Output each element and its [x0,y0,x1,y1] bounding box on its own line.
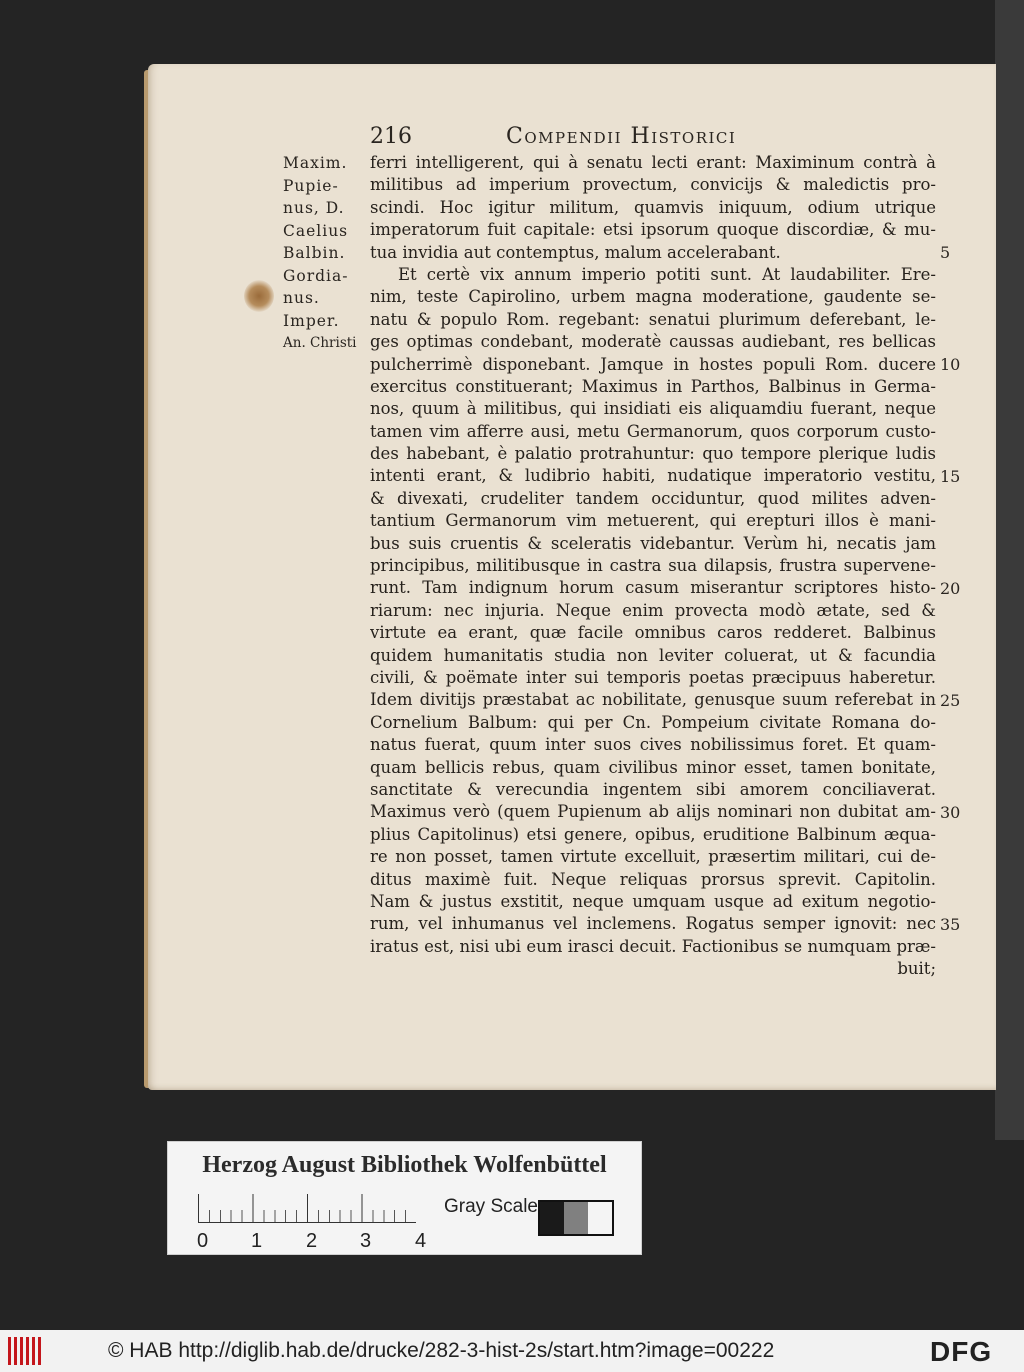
text-line: sanctitate & verecundia ingentem sibi amorem conciliaverat. [370,779,936,799]
ruler-numbers [192,1230,452,1252]
text-line: rum, vel inhumanus vel inclemens. Rogatus semper ignovit: nec [370,914,936,934]
marginal-note: nus. [283,289,320,307]
body-text [370,152,936,980]
line-number: 20 [940,578,961,598]
text-line: imperatorum fuit capitale: etsi ipsorum quoque discordiæ, & mu- [370,220,936,240]
text-line: intenti erant, & ludibrio habiti, nudatique imperatorio vestitu, [370,466,936,486]
text-line: nos, quum à militibus, qui insidiati eis aliquamdiu fuerant, neque [370,399,936,419]
text-line: plius Capitolinus) etsi genere, opibus, eruditione Balbinum æqua- [370,824,936,844]
marginal-note: Imper. [283,311,340,330]
library-name: Herzog August Bibliothek Wolfenbüttel [202,1152,607,1178]
text-line: des habebant, è palatio protrahuntur: quo tempore plerique ludis [370,444,936,464]
ruler-number: 4 [415,1230,427,1252]
line-number: 10 [940,354,961,374]
facing-page-edge [995,0,1024,1140]
foxing-stain [244,280,274,312]
gray-swatch-mid [564,1202,588,1234]
text-line: Maximus verò (quem Pupienum ab alijs nominari non dubitat am- [370,802,936,822]
text-line: principibus, militibusque in castra sua dilapsis, frustra supervene- [370,556,936,576]
running-title: Compendii Historici [506,124,737,149]
text-line: tantium Germanorum vim metuerent, qui erepturi illos è mani- [370,511,936,531]
marginal-note: Caelius [283,221,349,240]
ruler-number: 1 [251,1230,263,1252]
ruler-number: 2 [306,1230,318,1252]
marginal-note: nus, D. [283,199,345,217]
marginal-note: Gordia- [283,266,349,285]
text-line: scindi. Hoc igitur militum, quamvis iniquum, odium utrique [370,197,936,217]
text-line: ditus maximè fuit. Neque reliquas prorsus sprevit. Capitolin. [370,869,936,889]
marginal-notes [283,152,375,355]
text-line: quam bellicis rebus, quam civilibus minor esset, tamen bonitate, [370,757,936,777]
footer-link[interactable]: © HAB http://diglib.hab.de/drucke/282-3-hist-2s/start.htm?image=00222 [108,1339,775,1362]
hab-logo-icon [8,1337,44,1365]
text-line: virtute ea erant, quæ facile omnibus caros redderet. Balbinus [370,623,936,643]
color-calibration-bar [167,1141,642,1255]
text-line: runt. Tam indignum horum casum miserantur scriptores histo- [370,578,936,598]
line-number: 30 [940,802,961,822]
text-line: natu & populo Rom. regebant: senatui plurimum deferebant, le- [370,309,936,329]
text-line: buit; [897,959,936,979]
marginal-note: An. Christi [283,335,357,351]
gray-swatch-dark [540,1202,564,1234]
text-line: quidem humanitatis studia non leviter coluerat, ut & facundia [370,645,936,665]
text-line: re non posset, tamen virtute excelluit, præsertim militari, cui de- [370,847,936,867]
ruler-number: 0 [197,1230,209,1252]
text-line: nim, teste Capirolino, urbem magna moderatione, gaudente se- [370,287,936,307]
text-line: natus fuerat, quum inter suos cives nobilissimus foret. Et quam- [370,735,936,755]
line-number: 5 [940,242,951,262]
text-line: bus suis cruentis & sceleratis videbantur. Verùm hi, necatis jam [370,533,936,553]
dfg-logo: DFG [930,1336,993,1367]
text-line: Idem divitijs præstabat ac nobilitate, genusque suum referebat in [370,690,936,710]
gray-scale-label: Gray Scale [444,1196,538,1217]
text-line: tamen vim afferre ausi, metu Germanorum, quos corporum custo- [370,421,936,441]
text-line: & divexati, crudeliter tandem occiduntur, quod milites adven- [370,488,936,508]
text-line: exercitus constituerant; Maximus in Parthos, Balbinus in Germa- [370,376,936,396]
page-number: 216 [370,124,412,149]
marginal-note: Balbin. [283,244,346,262]
text-line: riarum: nec injuria. Neque enim provecta modò ætate, sed & [370,600,936,620]
text-line: ges optimas condebant, moderatè caussas audiebant, res bellicas [370,332,936,352]
text-line: Nam & justus exstitit, neque umquam usque ad exitum negotio- [370,891,936,911]
marginal-note: Pupie- [283,176,339,195]
text-line: Cornelium Balbum: qui per Cn. Pompeium civitate Romana do- [370,712,936,732]
page-header [370,124,930,154]
footer-bar [0,1330,1024,1372]
ruler-number: 3 [360,1230,372,1252]
line-number: 15 [940,466,961,486]
text-line: civili, & poëmate inter sui temporis poetas præcipuus haberetur. [370,667,936,687]
text-line: ferri intelligerent, qui à senatu lecti erant: Maximinum contrà à [370,153,936,172]
marginal-note: Maxim. [283,154,348,172]
text-line: tua invidia aut contemptus, malum accelerabant. [370,242,781,262]
text-line: militibus ad imperium provectum, convicijs & maledictis pro- [370,175,936,195]
gray-swatches [538,1200,614,1236]
scale-ruler [198,1194,416,1223]
gray-swatch-light [588,1202,612,1234]
text-line: Et certè vix annum imperio potiti sunt. At laudabiliter. Ere- [398,264,936,284]
line-number: 25 [940,690,961,710]
text-line: iratus est, nisi ubi eum irasci decuit. Factionibus se numquam præ- [370,936,936,956]
text-line: pulcherrimè disponebant. Jamque in hostes populi Rom. ducere [370,354,936,374]
line-number: 35 [940,914,961,934]
